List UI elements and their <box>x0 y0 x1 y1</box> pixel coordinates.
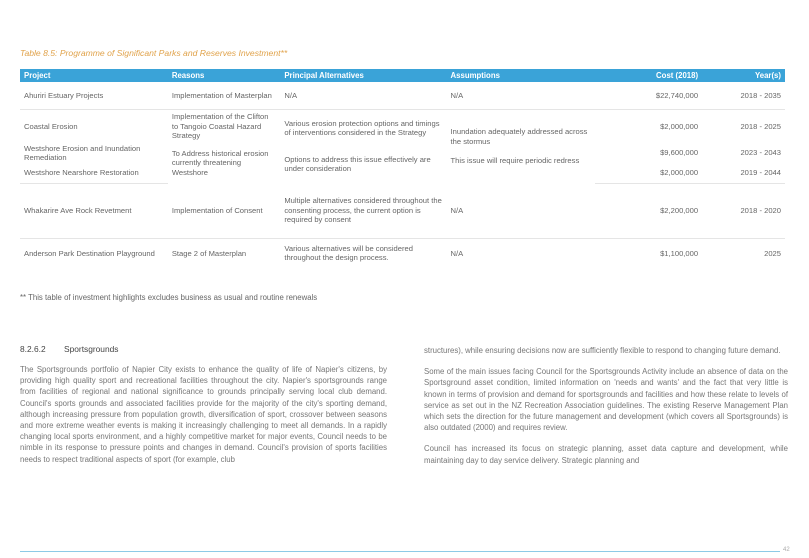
cell-project: Westshore Nearshore Restoration <box>20 163 168 183</box>
header-cost: Cost (2018) <box>595 69 702 82</box>
table-row <box>20 238 785 268</box>
body-paragraph: Council has increased its focus on strategic planning, asset data capture and development, while maintaining day to day service delivery. Strategic planning and <box>424 444 788 465</box>
page-number: 42 <box>783 547 790 553</box>
table-row <box>20 183 785 238</box>
cell-reasons: Implementation of Consent <box>168 183 281 238</box>
alt-westshore: Options to address this issue effectively are under consideration <box>284 154 431 174</box>
cell-reasons: Implementation of the Clifton to Tangoio Coastal Hazard Strategy <box>171 112 269 140</box>
cell-cost: $1,100,000 <box>660 248 699 258</box>
cell-cost: $2,000,000 <box>595 163 702 183</box>
cell-project: Anderson Park Destination Playground <box>24 248 155 258</box>
right-column <box>424 345 788 476</box>
section-heading <box>20 344 118 354</box>
cell-years: 2025 <box>764 248 781 258</box>
cell-project: Westshore Erosion and Inundation Remediation <box>24 143 141 162</box>
cell-project: Coastal Erosion <box>24 121 78 131</box>
table-footnote: ** This table of investment highlights excludes business as usual and routine renewals <box>20 293 318 302</box>
cell-years: 2023 - 2043 <box>740 148 781 158</box>
body-paragraph: Some of the main issues facing Council for the Sportsgrounds Activity include an absence of data on the Sportsground asset condition, limited information on 'needs and wants' and the fact that very little is known in terms of provision and demand for sportsgrounds and facilities and how these relate to levels of service as set out in the NZ Recreation Association guidelines. The existing Reserve Management Plan which sets the direction for the future management and development (which covers all Sportsgrounds) is also outdated (2000) and requires review. <box>424 367 788 433</box>
cell-alternatives: Various alternatives will be considered throughout the design process. <box>284 243 413 263</box>
header-project: Project <box>20 69 168 82</box>
alt-coastal: Various erosion protection options and timings of interventions considered in the Strategy <box>284 118 440 138</box>
header-alternatives: Principal Alternatives <box>280 69 446 82</box>
section-title: Sportsgrounds <box>64 344 119 354</box>
cell-assumptions: N/A <box>450 248 464 258</box>
cell-project: Whakarire Ave Rock Revetment <box>20 183 168 238</box>
left-column <box>20 364 387 475</box>
cell-cost: $22,740,000 <box>595 82 702 109</box>
table-caption: Table 8.5: Programme of Significant Parks and Reserves Investment** <box>20 48 288 58</box>
cell-reasons: Stage 2 of Masterplan <box>171 248 247 258</box>
cell-cost: $9,600,000 <box>660 148 699 158</box>
cell-reasons: To Address historical erosion currently threatening Westshore <box>171 148 269 177</box>
cell-assumptions: N/A <box>447 82 595 109</box>
cell-years: 2018 - 2020 <box>702 183 785 238</box>
cell-assumptions: N/A <box>447 183 595 238</box>
cell-project: Ahuriri Estuary Projects <box>20 82 168 109</box>
cell-cost: $2,000,000 <box>660 121 699 131</box>
table-row <box>20 82 785 109</box>
ass-westshore: This issue will require periodic redress <box>450 155 580 165</box>
cell-reasons: Implementation of Masterplan <box>168 82 281 109</box>
cell-alternatives: Multiple alternatives considered throughout the consenting process, the current option is required by consent <box>280 183 446 238</box>
header-assumptions: Assumptions <box>447 69 595 82</box>
header-reasons: Reasons <box>168 69 281 82</box>
table-row <box>20 109 785 143</box>
body-paragraph: structures), while ensuring decisions now are sufficiently flexible to respond to changing future demand. <box>424 346 781 355</box>
ass-coastal: Inundation adequately addressed across the stormus <box>450 127 588 146</box>
cell-assumptions <box>447 109 595 183</box>
body-paragraph: The Sportsgrounds portfolio of Napier City exists to enhance the quality of life of Napier's citizens, by providing high quality sport and recreational facilities throughout the city. Napier's sportsgrounds range from facilities of regional and national significance to grounds principally serving local club demand. Council's sports grounds and associated facilities provide for the majority of the city's sporting demand, although increasing pressure from population growth, diversification of sport, crossover between seasons and more extreme weather events is making it increasingly challenging to meet all demands. In a rapidly changing local sports environment, and a highly competitive market for major events, Council needs to be nimble in its response to pressure points and changes in demand. Council's provision of sports facilities needs to respect traditional aspects of sport (for example, club <box>20 365 387 464</box>
cell-alternatives <box>280 109 446 183</box>
cell-cost: $2,200,000 <box>595 183 702 238</box>
section-number: 8.2.6.2 <box>20 344 46 354</box>
header-years: Year(s) <box>702 69 785 82</box>
investment-table <box>20 69 785 268</box>
cell-alternatives: N/A <box>280 82 446 109</box>
table-header-row <box>20 69 785 82</box>
cell-years: 2018 - 2035 <box>702 82 785 109</box>
cell-years: 2019 - 2044 <box>702 163 785 183</box>
footer-rule <box>20 551 780 552</box>
cell-years: 2018 - 2025 <box>740 121 781 131</box>
